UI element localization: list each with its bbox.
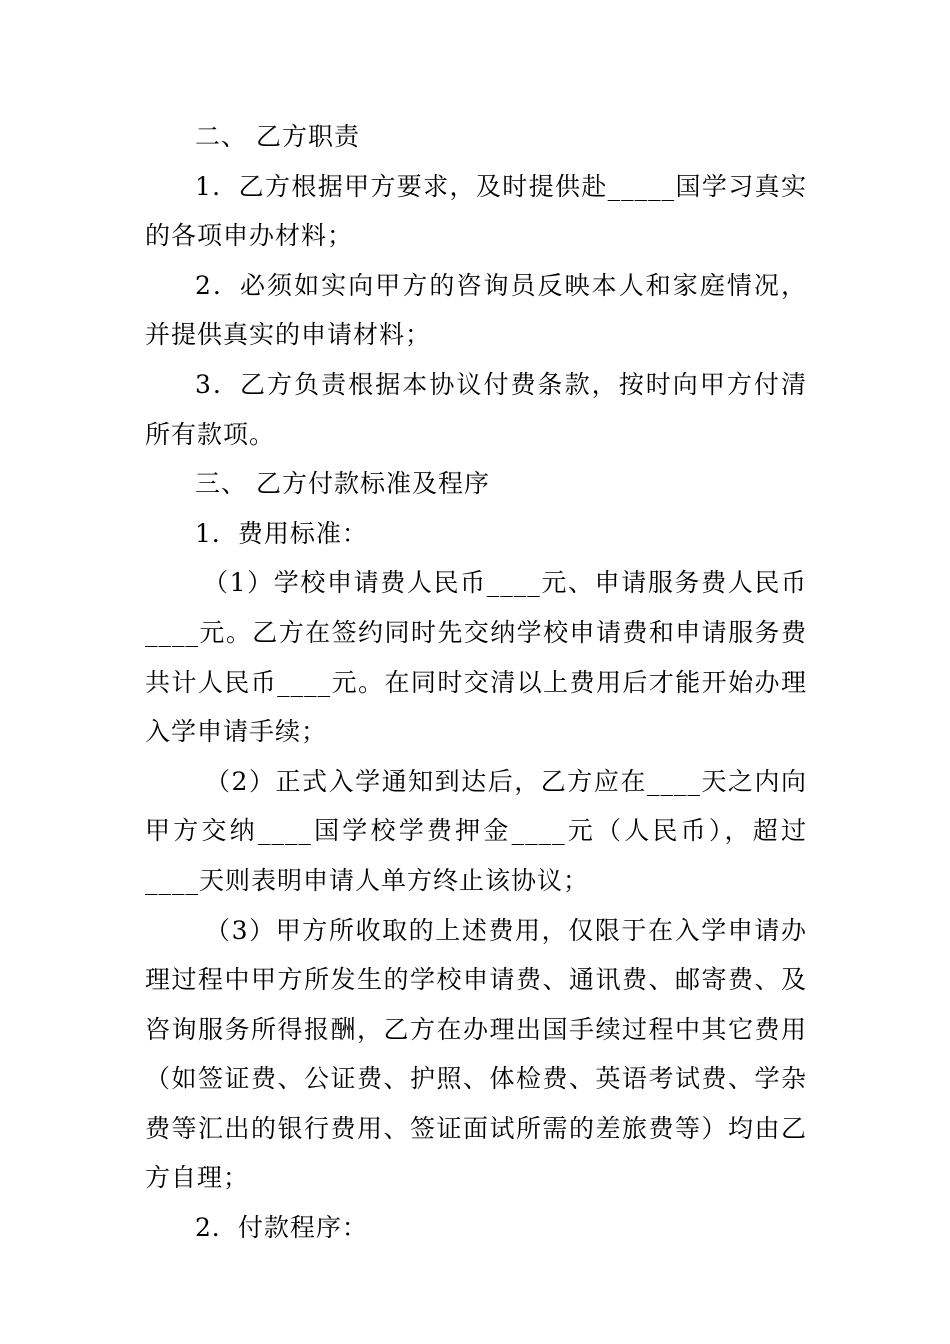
section-heading-2: 二、 乙方职责 — [195, 122, 360, 151]
clause-3-1: 1．费用标准： — [195, 518, 368, 548]
document-body — [145, 112, 807, 1253]
clause-3-2: 2．付款程序： — [195, 1213, 368, 1243]
clause-2-2: 2．必须如实向甲方的咨询员反映本人和家庭情况，并提供真实的申请材料； — [145, 270, 807, 350]
clause-3-1-item-2: （2）正式入学通知到达后，乙方应在____天之内向甲方交纳____国学校学费押金____元（人民币），超过____天则表明申请人单方终止该协议； — [145, 766, 807, 895]
clause-2-3: 3．乙方负责根据本协议付费条款，按时向甲方付清所有款项。 — [145, 369, 807, 449]
clause-2-1: 1．乙方根据甲方要求，及时提供赴_____国学习真实的各项申办材料； — [145, 171, 807, 251]
section-heading-3: 三、 乙方付款标准及程序 — [195, 469, 490, 499]
clause-3-1-item-1: （1）学校申请费人民币____元、申请服务费人民币____元。乙方在签约同时先交纳学校申请费和申请服务费共计人民币____元。在同时交清以上费用后才能开始办理入学申请手续； — [145, 568, 807, 747]
clause-3-1-item-3: （3）甲方所收取的上述费用，仅限于在入学申请办理过程中甲方所发生的学校申请费、通讯费、邮寄费、及咨询服务所得报酬，乙方在办理出国手续过程中其它费用（如签证费、公证费、护照、体检费、英语考试费、学杂费等汇出的银行费用、签证面试所需的差旅费等）均由乙方自理； — [145, 915, 807, 1193]
